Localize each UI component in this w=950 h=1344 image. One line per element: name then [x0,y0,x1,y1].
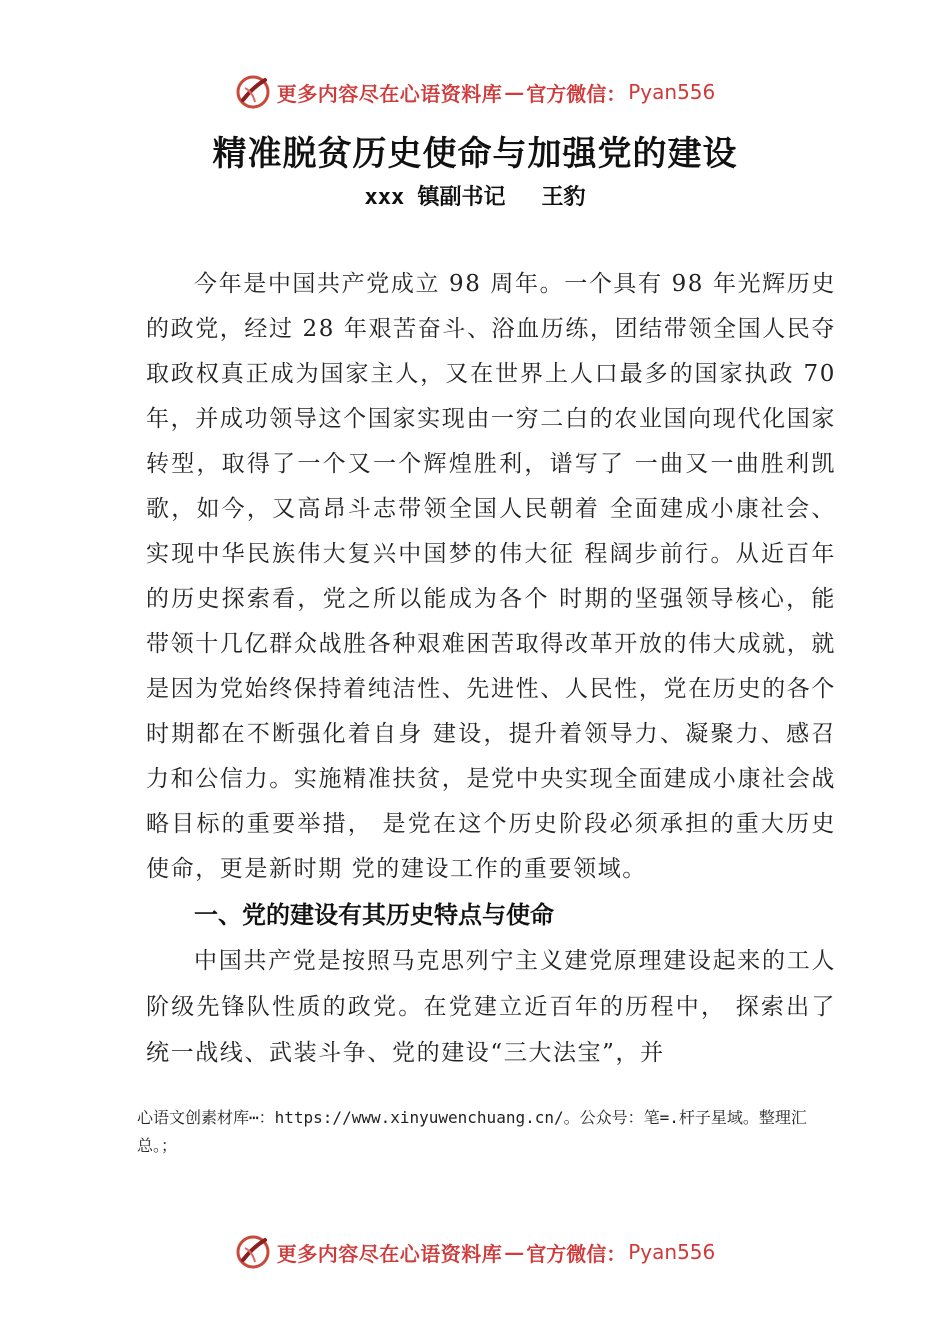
author-line [0,180,950,211]
section-heading: 一、党的建设有其历史特点与使命 [194,901,554,929]
paragraph: 中国共产党是按照马克思列宁主义建党原理建设起来的工人阶级先锋队性质的政党。在党建立近百年的历程中， 探索出了统一战线、武装斗争、党的建设“三大法宝”，并 [146,948,836,1066]
banner-separator: — [504,1240,525,1264]
red-brush-logo-icon [235,74,271,110]
header-banner [0,72,950,112]
banner-contact-id: Pyan556 [628,1240,716,1264]
red-brush-logo-icon [235,1234,271,1270]
banner-separator: — [504,80,525,104]
author-name: 王豹 [541,185,586,210]
paragraph: 今年是中国共产党成立 98 周年。一个具有 98 年光辉历史的政党，经过 28 年艰苦奋斗、浴血历练，团结带领全国人民夺取政权真正成为国家主人，又在世界上人口最多的国家执政 70 年，并成功领导这个国家实现由一穷二白的农业国向现代化国家转型，取得了一个又一个辉煌胜利，谱写了 一曲又一曲胜利凯歌，如今，又高昂斗志带领全国人民朝着 全面建成小康社会、实现中华民族伟大复兴中国梦的伟大征 程阔步前行。从近百年的历史探索看，党之所以能成为各个 时期的坚强领导核心，能带领十几亿群众战胜各种艰难困苦取得改革开放的伟大成就，就是因为党始终保持着纯洁性、先进性、人民性，党在历史的各个时期都在不断强化着自身 建设，提升着领导力、凝聚力、感召力和公信力。实施精准扶贫，是党中央实现全面建成小康社会战略目标的重要举措， 是党在这个历史阶段必须承担的重大历史使命，更是新时期 党的建设工作的重要领域。 [146,271,836,882]
banner-text: 更多内容尽在心语资料库 [276,81,503,106]
banner-contact-label: 官方微信： [526,1241,627,1266]
author-org: xxx 镇副书记 [364,185,506,210]
document-title: 精准脱贫历史使命与加强党的建设 [212,134,738,174]
footnote: 心语文创素材库⋯：https://www.xinyuwenchuang.cn/。公众号：笔=.杆子星域。整理汇总。； [137,1108,807,1155]
banner-text: 更多内容尽在心语资料库 [276,1241,503,1266]
footer-banner [0,1232,950,1272]
banner-contact-id: Pyan556 [628,80,716,104]
document-body [146,262,836,1076]
banner-contact-label: 官方微信： [526,81,627,106]
